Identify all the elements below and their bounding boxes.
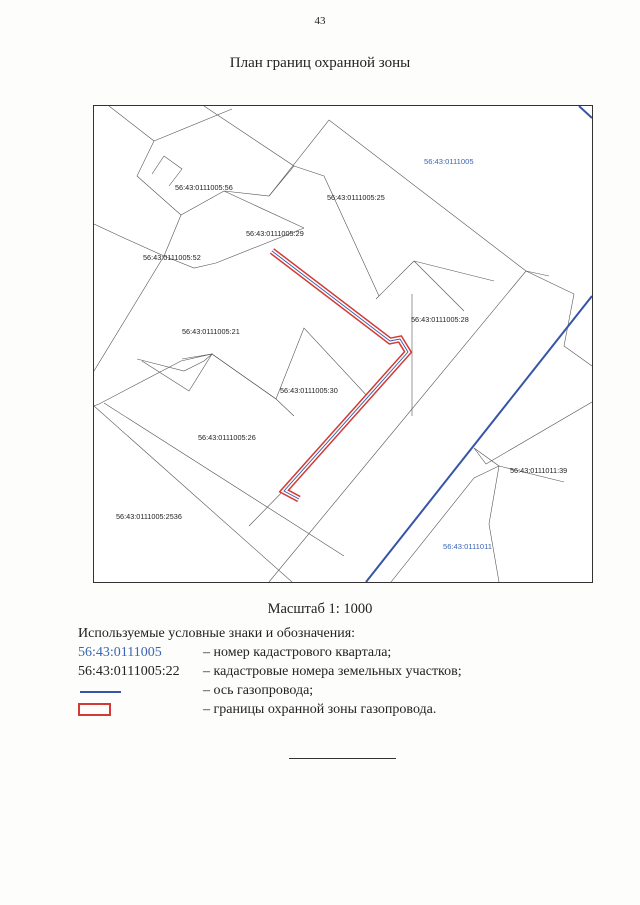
legend-parcel-sample: 56:43:0111005:22: [78, 664, 180, 679]
parcel-label: 56:43:0111005:2536: [116, 512, 182, 521]
parcel-label: 56:43:0111005:29: [246, 229, 304, 238]
parcel-line: [94, 228, 304, 371]
parcel-label: 56:43:0111005:52: [143, 253, 201, 262]
parcel-line: [94, 406, 292, 582]
parcel-line: [391, 402, 592, 582]
parcel-label: 56:43:0111005:25: [327, 193, 385, 202]
parcel-label: 56:43:0111005:28: [411, 315, 469, 324]
parcel-label: 56:43:0111005:56: [175, 183, 233, 192]
boundary-plan-map: [93, 105, 593, 583]
map-scale: Масштаб 1: 1000: [267, 601, 373, 617]
parcel-label: 56:43:0111005:21: [182, 327, 240, 336]
legend-row: [78, 662, 462, 681]
parcel-line: [152, 156, 182, 186]
quarter-label: 56:43:0111005: [424, 157, 474, 166]
legend-row: [78, 643, 392, 662]
page-title: План границ охранной зоны: [229, 55, 411, 71]
parcel-line: [376, 296, 379, 299]
legend-desc: – границы охранной зоны газопровода.: [203, 702, 437, 717]
parcel-line: [224, 191, 304, 228]
parcel-line: [94, 215, 181, 256]
parcel-line: [414, 261, 464, 311]
parcel-label: 56:43:0111011:39: [510, 466, 568, 475]
page-number: 43: [314, 15, 326, 27]
parcel-line: [154, 109, 232, 141]
parcel-line: [414, 261, 494, 281]
parcel-line: [379, 261, 414, 296]
legend-desc: – ось газопровода;: [203, 683, 314, 698]
parcel-line: [269, 120, 526, 271]
legend-quarter-sample: 56:43:0111005: [78, 645, 162, 660]
legend-row: [78, 681, 355, 700]
parcel-line: [276, 399, 294, 416]
parcel-line: [489, 466, 499, 582]
legend-title: Используемые условные знаки и обозначения:: [78, 626, 356, 641]
parcel-line: [104, 403, 344, 556]
parcel-label: 56:43:0111005:26: [198, 433, 256, 442]
signature-line: [289, 758, 396, 759]
legend-desc: – номер кадастрового квартала;: [203, 645, 392, 660]
quarter-label: 56:43:0111011: [443, 542, 492, 551]
parcel-line: [94, 354, 276, 406]
zone-boundary-sample: [78, 703, 111, 716]
parcel-boundaries: [94, 106, 592, 582]
parcel-line: [526, 271, 549, 276]
parcel-label: 56:43:0111005:30: [280, 386, 338, 395]
parcel-line: [142, 354, 276, 399]
legend: [78, 624, 462, 719]
gas-axis-line-sample: [80, 691, 121, 693]
map-drawing: [94, 106, 592, 582]
parcel-line: [109, 106, 224, 215]
legend-desc: – кадастровые номера земельных участков;: [203, 664, 462, 679]
protection-zone: [272, 251, 408, 499]
legend-row: [78, 700, 437, 719]
